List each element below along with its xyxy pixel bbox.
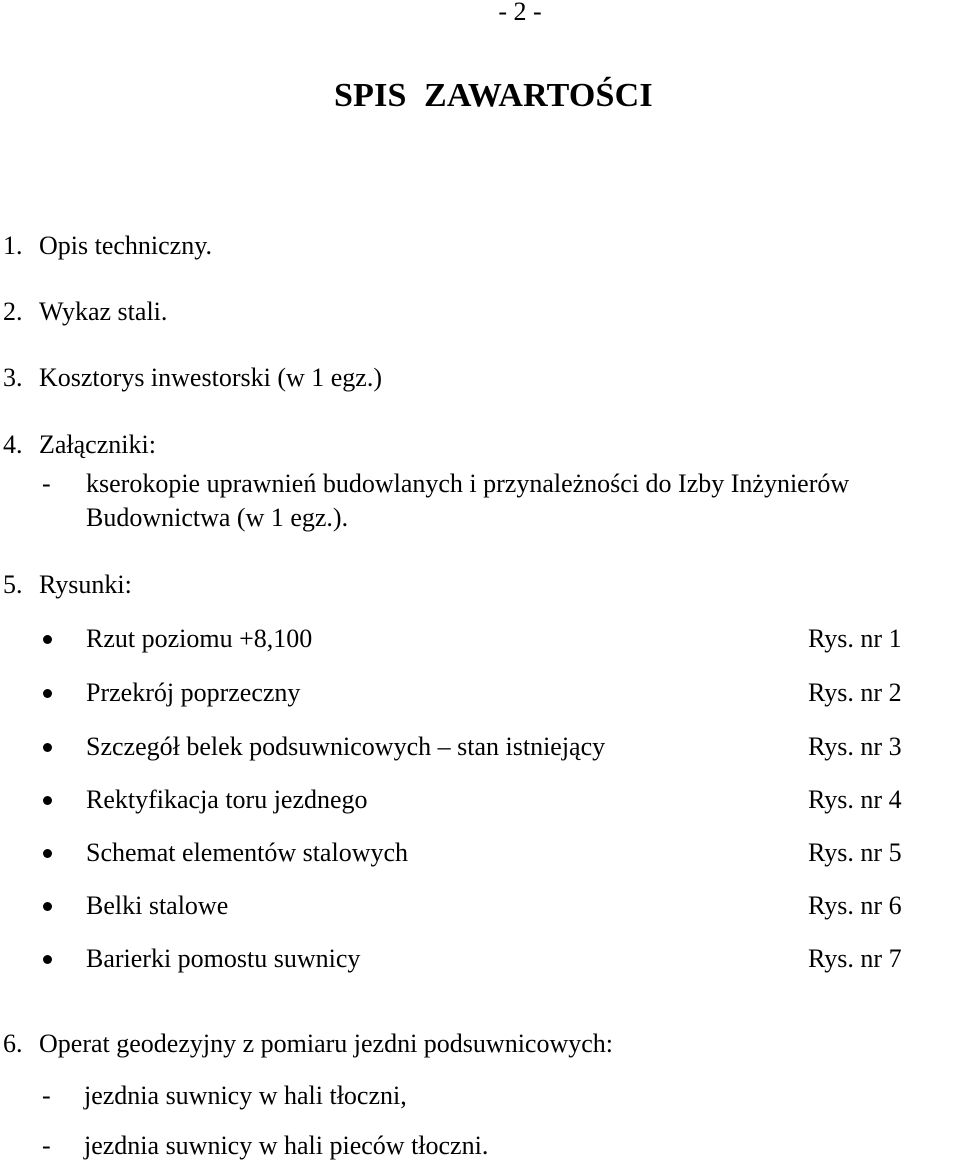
item-text: Operat geodezyjny z pomiaru jezdni podsuwnicowych: xyxy=(39,1029,613,1058)
attachment-text-line-1: kserokopie uprawnień budowlanych i przynależności do Izby Inżynierów xyxy=(86,469,850,498)
item-number: 4. xyxy=(3,430,23,459)
item-text: Kosztorys inwestorski (w 1 egz.) xyxy=(39,363,382,392)
drawing-name: Belki stalowe xyxy=(86,891,229,920)
item-text: Załączniki: xyxy=(39,430,156,459)
item-text: Wykaz stali. xyxy=(39,297,168,326)
drawing-list-item xyxy=(0,677,960,709)
bullet-icon xyxy=(43,796,52,805)
drawing-list-item xyxy=(0,623,960,655)
drawing-name: Szczegół belek podsuwnicowych – stan istniejący xyxy=(86,732,606,761)
dash-marker: - xyxy=(42,469,51,498)
survey-text: jezdnia suwnicy w hali tłoczni, xyxy=(84,1081,407,1110)
bullet-icon xyxy=(43,902,52,911)
drawing-ref: Rys. nr 6 xyxy=(808,891,902,920)
drawing-list-item xyxy=(0,784,960,816)
item-number: 6. xyxy=(3,1029,23,1058)
bullet-icon xyxy=(43,689,52,698)
item-number: 2. xyxy=(3,297,23,326)
drawing-ref: Rys. nr 1 xyxy=(808,624,902,653)
bullet-icon xyxy=(43,849,52,858)
drawing-ref: Rys. nr 2 xyxy=(808,678,902,707)
drawing-name: Rzut poziomu +8,100 xyxy=(86,624,313,653)
drawing-list-item xyxy=(0,943,960,975)
document-title: SPIS ZAWARTOŚCI xyxy=(334,77,653,114)
bullet-icon xyxy=(43,743,52,752)
drawing-list-item xyxy=(0,837,960,869)
item-number: 3. xyxy=(3,363,23,392)
drawing-ref: Rys. nr 5 xyxy=(808,838,902,867)
drawing-name: Rektyfikacja toru jezdnego xyxy=(86,785,368,814)
drawing-name: Barierki pomostu suwnicy xyxy=(86,944,361,973)
survey-text: jezdnia suwnicy w hali pieców tłoczni. xyxy=(84,1131,489,1160)
bullet-icon xyxy=(43,635,52,644)
item-number: 1. xyxy=(3,231,23,260)
drawing-name: Przekrój poprzeczny xyxy=(86,678,301,707)
item-text: Opis techniczny. xyxy=(39,231,213,260)
dash-marker: - xyxy=(42,1131,51,1160)
dash-marker: - xyxy=(42,1081,51,1110)
item-number: 5. xyxy=(3,570,23,599)
drawing-name: Schemat elementów stalowych xyxy=(86,838,409,867)
drawing-list-item xyxy=(0,890,960,922)
page-number: - 2 - xyxy=(498,0,542,26)
bullet-icon xyxy=(43,955,52,964)
attachment-text-line-2: Budownictwa (w 1 egz.). xyxy=(86,503,349,532)
drawing-ref: Rys. nr 4 xyxy=(808,785,902,814)
drawing-ref: Rys. nr 7 xyxy=(808,944,902,973)
drawing-ref: Rys. nr 3 xyxy=(808,732,902,761)
item-text: Rysunki: xyxy=(39,570,132,599)
drawing-list-item xyxy=(0,731,960,763)
